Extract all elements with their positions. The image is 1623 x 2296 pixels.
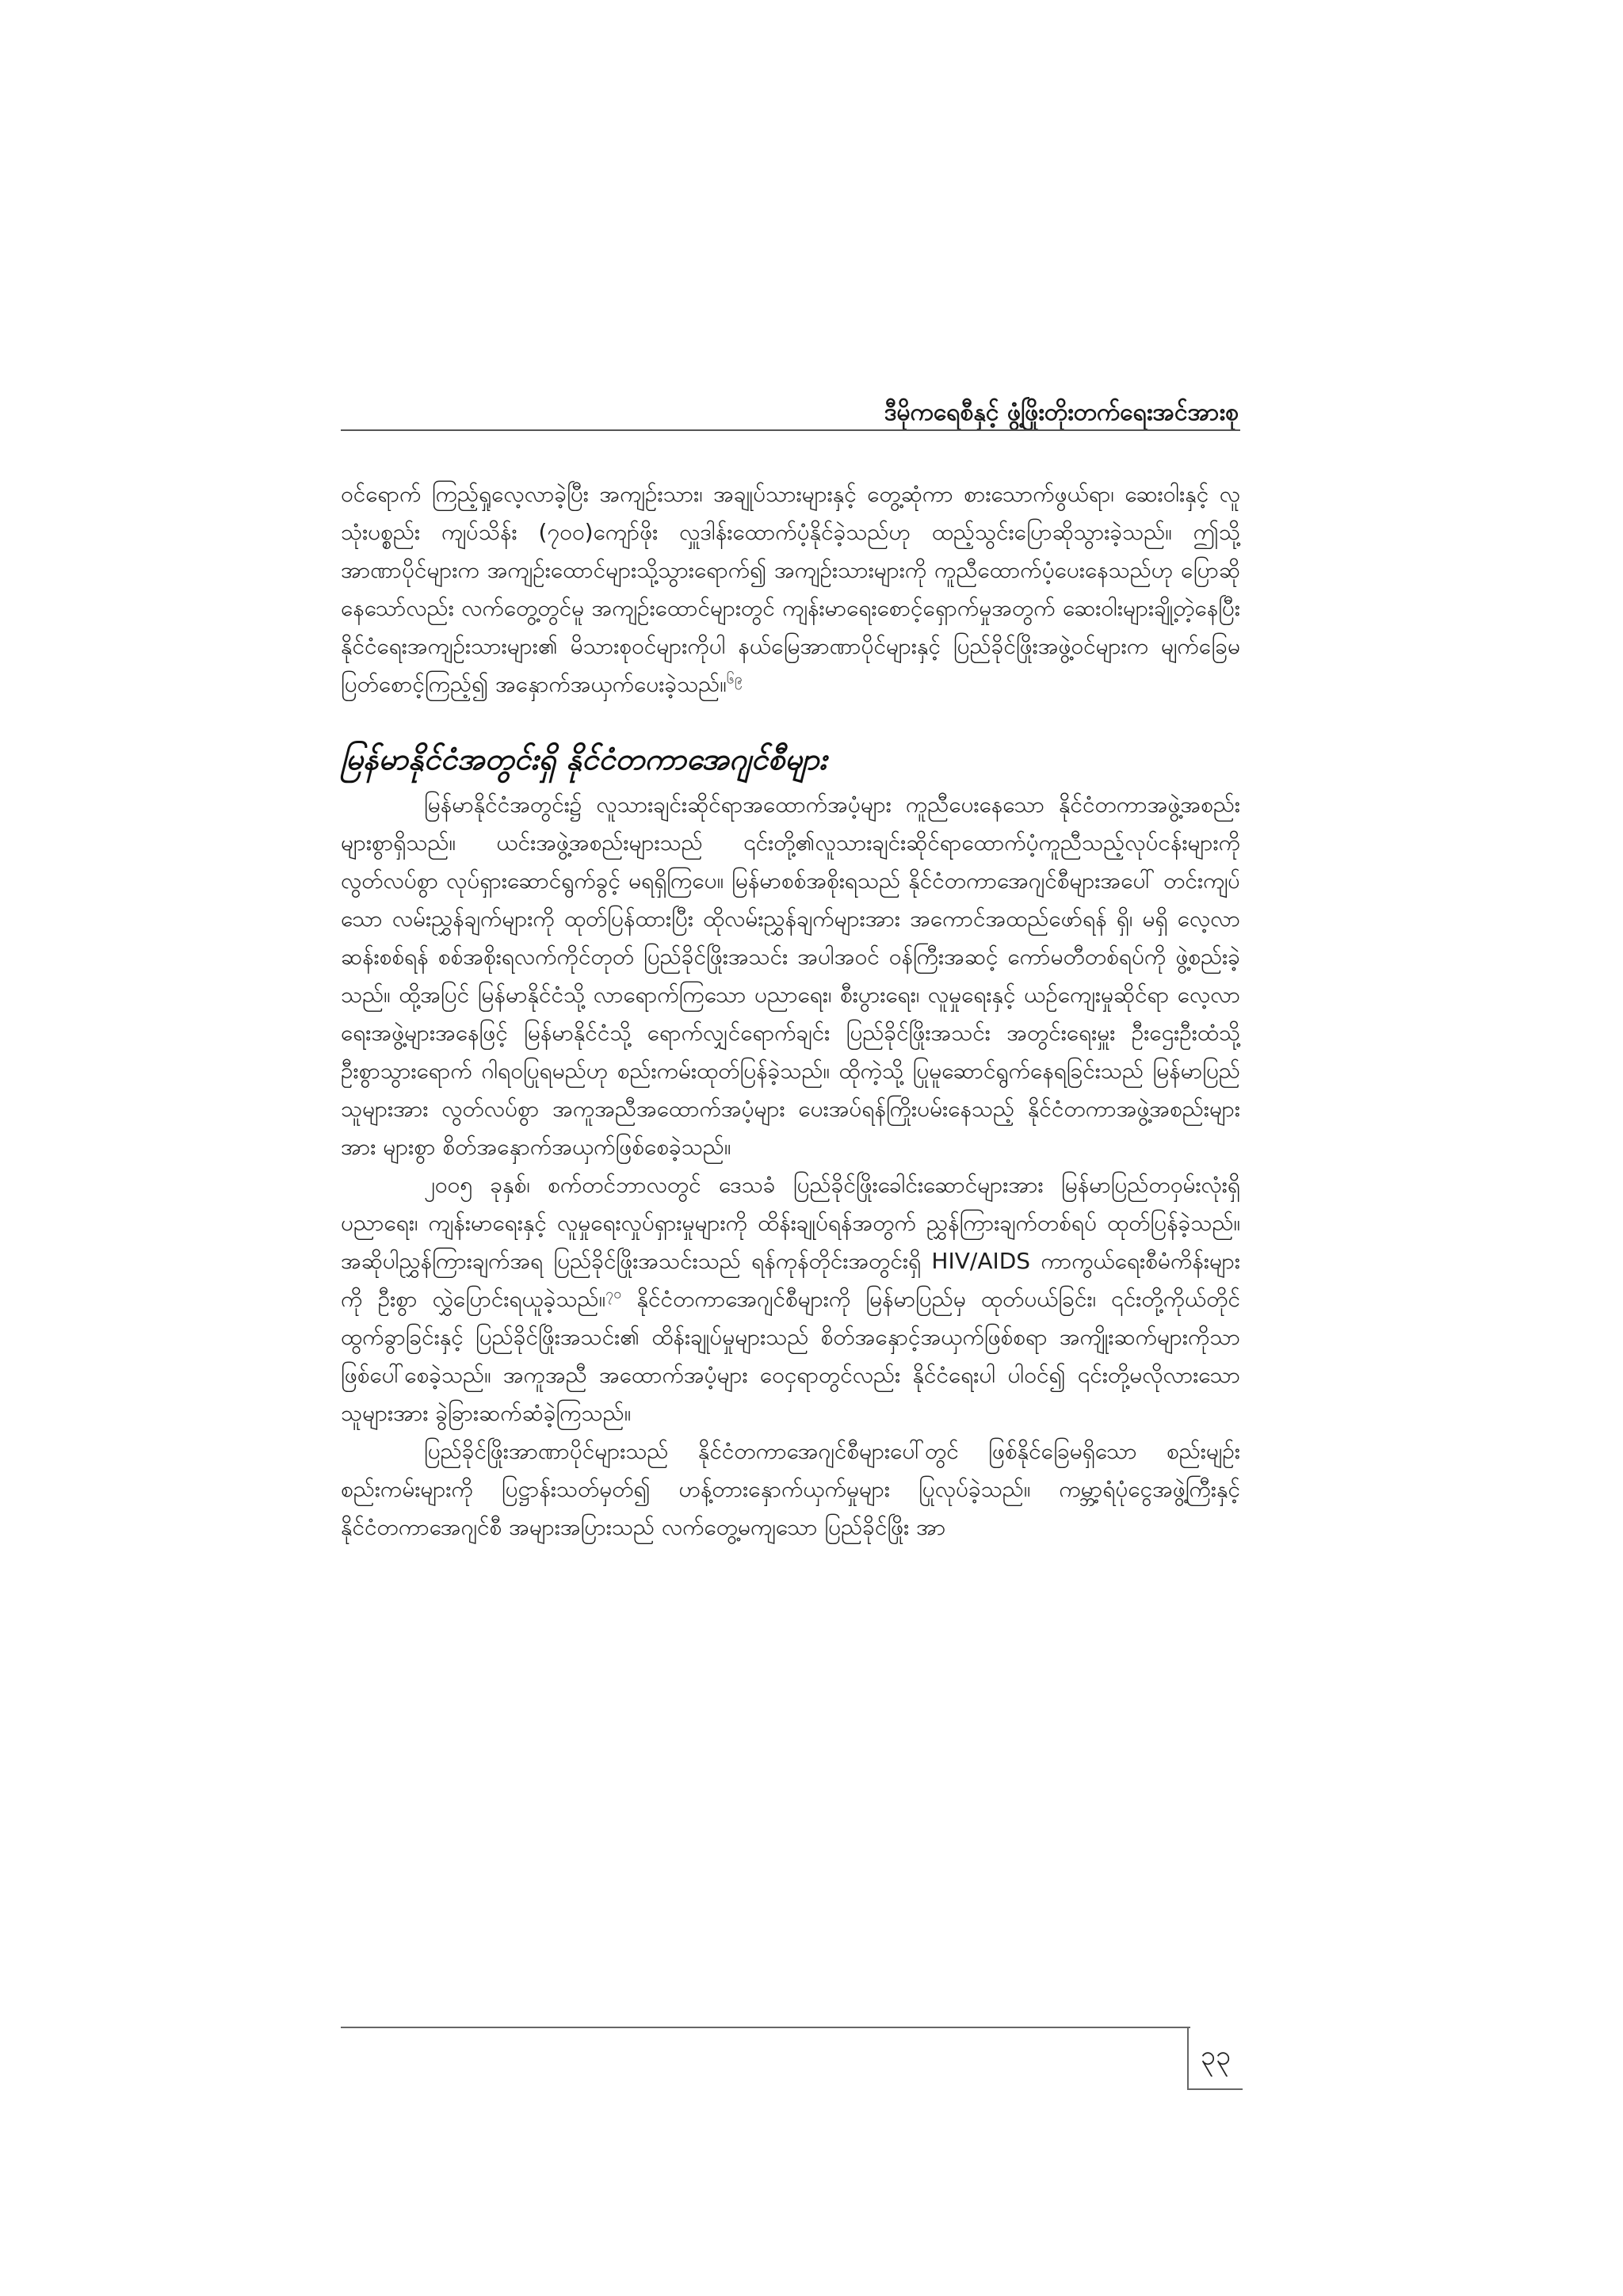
section-heading: မြန်မာနိုင်ငံအတွင်းရှိ နိုင်ငံတကာအေဂျင်စီများ (341, 742, 827, 776)
footnote-marker: ၆၉ (726, 670, 743, 688)
page-number: ၃၃ (1187, 2027, 1243, 2090)
paragraph-text: နိုင်ငံတကာအေဂျင်စီများကို မြန်မာပြည်မှ ထုတ်ပယ်ခြင်း၊ ၎င်းတို့ကိုယ်တိုင် ထွက်ခွာခြင်းနှင့် ပြည်ခိုင်ဖြိုးအသင်း၏ ထိန်းချုပ်မှုများသည် စိတ်အနှောင့်အယှက်ဖြစ်စရာ အကျိုးဆက်များကိုသာ ဖြစ်ပေါ်စေခဲ့သည်။ အကူအညီ အထောက်အပံ့များ ဝေငှရာတွင်လည်း နိုင်ငံရေးပါ ပါဝင်၍ ၎င်းတို့မလိုလားသောသူများအား ခွဲခြားဆက်ဆံခဲ့ကြသည်။ (341, 1286, 1240, 1426)
paragraph: ပြည်ခိုင်ဖြိုးအာဏာပိုင်များသည် နိုင်ငံတကာအေဂျင်စီများပေါ်တွင် ဖြစ်နိုင်ခြေမရှိသော စည်းမျဉ်းစည်းကမ်းများကို ပြဋ္ဌာန်းသတ်မှတ်၍ ဟန့်တားနှောက်ယှက်မှုများ ပြုလုပ်ခဲ့သည်။ ကမ္ဘာ့ရံပုံငွေအဖွဲ့ကြီးနှင့် နိုင်ငံတကာအေဂျင်စီ အများအပြားသည် လက်တွေ့မကျသော ပြည်ခိုင်ဖြိုး အာ (341, 1438, 1240, 1540)
footer-divider (341, 2027, 1190, 2028)
header-divider (341, 429, 1240, 431)
running-header: ဒီမိုကရေစီနှင့် ဖွံ့ဖြိုးတိုးတက်ရေးအင်အားစု (884, 399, 1239, 426)
paragraph: မြန်မာနိုင်ငံအတွင်း၌ လူသားချင်းဆိုင်ရာအထောက်အပံ့များ ကူညီပေးနေသော နိုင်ငံတကာအဖွဲ့အစည်း များစွာရှိသည်။ ယင်းအဖွဲ့အစည်းများသည် ၎င်းတို့၏လူသားချင်းဆိုင်ရာထောက်ပံ့ကူညီသည့်လုပ်ငန်းများကို လွတ်လပ်စွာ လုပ်ရှားဆောင်ရွက်ခွင့် မရရှိကြပေ။ မြန်မာစစ်အစိုးရသည် နိုင်ငံတကာအေဂျင်စီများအပေါ် တင်းကျပ်သော လမ်းညွှန်ချက်များကို ထုတ်ပြန်ထားပြီး ထိုလမ်းညွှန်ချက်များအား အကောင်အထည်ဖော်ရန် ရှိ၊ မရှိ လေ့လာဆန်းစစ်ရန် စစ်အစိုးရလက်ကိုင်တုတ် ပြည်ခိုင်ဖြိုးအသင်း အပါအဝင် ဝန်ကြီးအဆင့် ကော်မတီတစ်ရပ်ကို ဖွဲ့စည်းခဲ့သည်။ ထို့အပြင် မြန်မာနိုင်ငံသို့ လာရောက်ကြသော ပညာရေး၊ စီးပွားရေး၊ လူမှုရေးနှင့် ယဉ်ကျေးမှုဆိုင်ရာ လေ့လာရေးအဖွဲ့များအနေဖြင့် မြန်မာနိုင်ငံသို့ ရောက်လျှင်ရောက်ချင်း ပြည်ခိုင်ဖြိုးအသင်း အတွင်းရေးမှူး ဦးဌေးဦးထံသို့ ဦးစွာသွားရောက် ဂါရဝပြုရမည်ဟု စည်းကမ်းထုတ်ပြန်ခဲ့သည်။ ထိုကဲ့သို့ ပြုမူဆောင်ရွက်နေရခြင်းသည် မြန်မာပြည်သူများအား လွတ်လပ်စွာ အကူအညီအထောက်အပံ့များ ပေးအပ်ရန်ကြိုးပမ်းနေသည့် နိုင်ငံတကာအဖွဲ့အစည်းများအား များစွာ စိတ်အနှောက်အယှက်ဖြစ်စေခဲ့သည်။ (341, 791, 1240, 1160)
paragraph-text: ဝင်ရောက် ကြည့်ရှုလေ့လာခဲ့ပြီး အကျဉ်းသား၊ အချုပ်သားများနှင့် တွေ့ဆုံကာ စားသောက်ဖွယ်ရာ၊ ဆေးဝါးနှင့် လူသုံးပစ္စည်း ကျပ်သိန်း (၇၀၀)ကျော်ဖိုး လှူဒါန်းထောက်ပံ့နိုင်ခဲ့သည်ဟု ထည့်သွင်းပြောဆိုသွားခဲ့သည်။ ဤသို့ အာဏာပိုင်များက အကျဉ်းထောင်များသို့သွားရောက်၍ အကျဉ်းသားများကို ကူညီထောက်ပံ့ပေးနေသည်ဟု ပြောဆိုနေသော်လည်း လက်တွေ့တွင်မူ အကျဉ်းထောင်များတွင် ကျန်းမာရေးစောင့်ရှောက်မှုအတွက် ဆေးဝါးများချို့တဲ့နေပြီး နိုင်ငံရေးအကျဉ်းသားများ၏ မိသားစုဝင်များကိုပါ နယ်မြေအာဏာပိုင်များနှင့် ပြည်ခိုင်ဖြိုးအဖွဲ့ဝင်များက မျက်ခြေမပြတ်စောင့်ကြည့်၍ အနှောက်အယှက်ပေးခဲ့သည်။ (341, 481, 1240, 697)
paragraph (341, 1166, 1240, 1432)
page-body (341, 475, 1240, 1547)
paragraph-text: ၂၀၀၅ ခုနှစ်၊ စက်တင်ဘာလတွင် ဒေသခံ ပြည်ခိုင်ဖြိုးခေါင်းဆောင်များအား မြန်မာပြည်တဝှမ်းလုံးရှိ ပညာရေး၊ ကျန်းမာရေးနှင့် လူမှုရေးလှုပ်ရှားမှုများကို ထိန်းချုပ်ရန်အတွက် ညွှန်ကြားချက်တစ်ရပ် ထုတ်ပြန်ခဲ့သည်။ အဆိုပါညွှန်ကြားချက်အရ ပြည်ခိုင်ဖြိုးအသင်းသည် ရန်ကုန်တိုင်းအတွင်းရှိ HIV/AIDS ကာကွယ်ရေးစီမံကိန်းများကို ဦးစွာ လွှဲပြောင်းရယူခဲ့သည်။ (341, 1172, 1240, 1312)
footnote-marker: ၇၀ (605, 1285, 622, 1302)
paragraph (341, 475, 1240, 704)
